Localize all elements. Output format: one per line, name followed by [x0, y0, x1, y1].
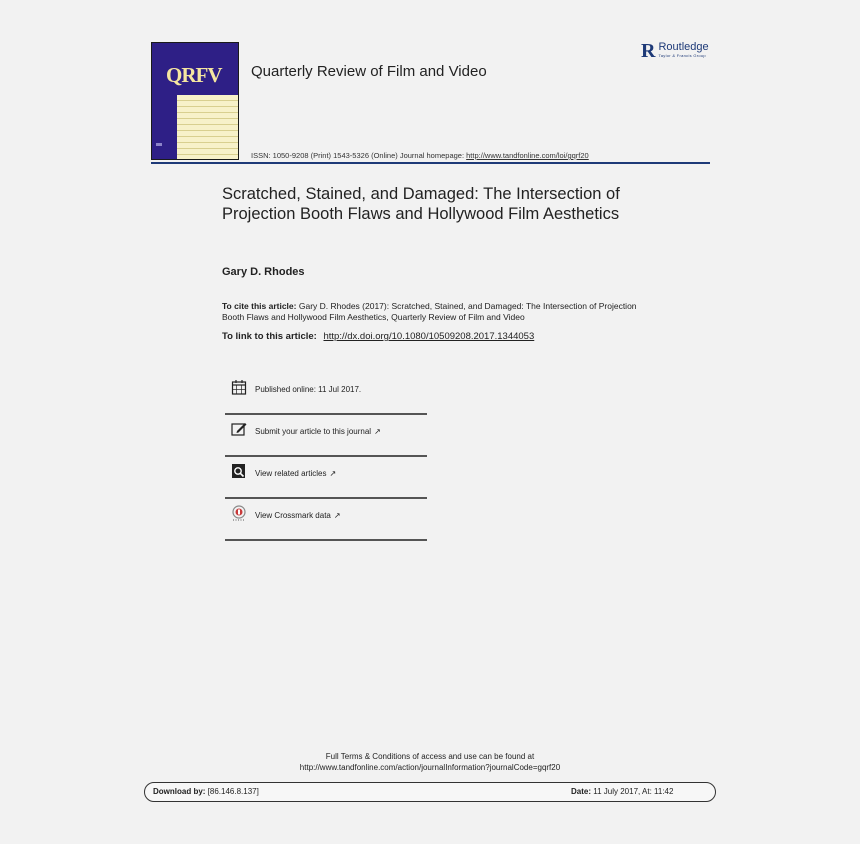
doi-link[interactable]: http://dx.doi.org/10.1080/10509208.2017.1344053 — [323, 331, 535, 342]
journal-cover-image — [151, 42, 239, 160]
published-online-item — [225, 373, 427, 415]
published-online-label: Published online: 11 Jul 2017. — [255, 385, 362, 394]
download-date: 11 July 2017, At: 11:42 — [593, 787, 674, 796]
cover-mark — [156, 143, 162, 146]
crossmark-link[interactable] — [225, 499, 427, 541]
article-author: Gary D. Rhodes — [222, 266, 305, 278]
submit-article-label: Submit your article to this journal — [255, 427, 372, 436]
header-divider — [151, 162, 710, 164]
article-actions — [225, 373, 427, 541]
publisher-name: Routledge — [658, 41, 709, 53]
publisher-tagline: Taylor & Francis Group — [658, 53, 706, 58]
calendar-icon — [231, 379, 247, 395]
journal-homepage-link[interactable]: http://www.tandfonline.com/loi/gqrf20 — [466, 151, 589, 160]
related-articles-link[interactable] — [225, 457, 427, 499]
download-ip: [86.146.8.137] — [207, 787, 259, 796]
cite-text: Gary D. Rhodes (2017): Scratched, Stained, and Damaged: The Intersection of Projection Booth Flaws and Hollywood Film Aesthetics, Quarterly Review of Film and Video — [222, 301, 637, 322]
crossmark-icon — [231, 505, 247, 521]
download-label: Download by: — [153, 787, 206, 796]
related-articles-label: View related articles — [255, 469, 327, 478]
external-link-icon: ↗ — [333, 511, 341, 520]
issn-line — [251, 151, 589, 160]
search-doc-icon — [231, 463, 247, 479]
routledge-logo-icon: R — [641, 40, 656, 62]
download-info-bar — [144, 782, 716, 802]
external-link-icon: ↗ — [374, 427, 381, 436]
publisher-logo — [641, 42, 709, 60]
edit-icon — [231, 421, 247, 437]
journal-title: Quarterly Review of Film and Video — [251, 63, 487, 80]
cite-label: To cite this article: — [222, 301, 297, 311]
terms-footer — [260, 751, 600, 773]
cover-paper-graphic — [177, 95, 238, 159]
date-label: Date: — [571, 787, 592, 796]
issn-text: ISSN: 1050-9208 (Print) 1543-5326 (Online) Journal homepage: — [251, 151, 465, 160]
article-link-line — [222, 331, 534, 342]
citation — [222, 301, 652, 323]
external-link-icon: ↗ — [329, 469, 337, 478]
link-label: To link to this article: — [222, 331, 317, 342]
terms-line: Full Terms & Conditions of access and use can be found at — [325, 752, 535, 761]
cover-title: QRFV — [166, 63, 222, 87]
submit-article-link[interactable] — [225, 415, 427, 457]
terms-url[interactable]: http://www.tandfonline.com/action/journalInformation?journalCode=gqrf20 — [299, 763, 561, 772]
article-title: Scratched, Stained, and Damaged: The Intersection of Projection Booth Flaws and Hollywood Film Aesthetics — [222, 185, 620, 223]
crossmark-label: View Crossmark data — [255, 511, 331, 520]
